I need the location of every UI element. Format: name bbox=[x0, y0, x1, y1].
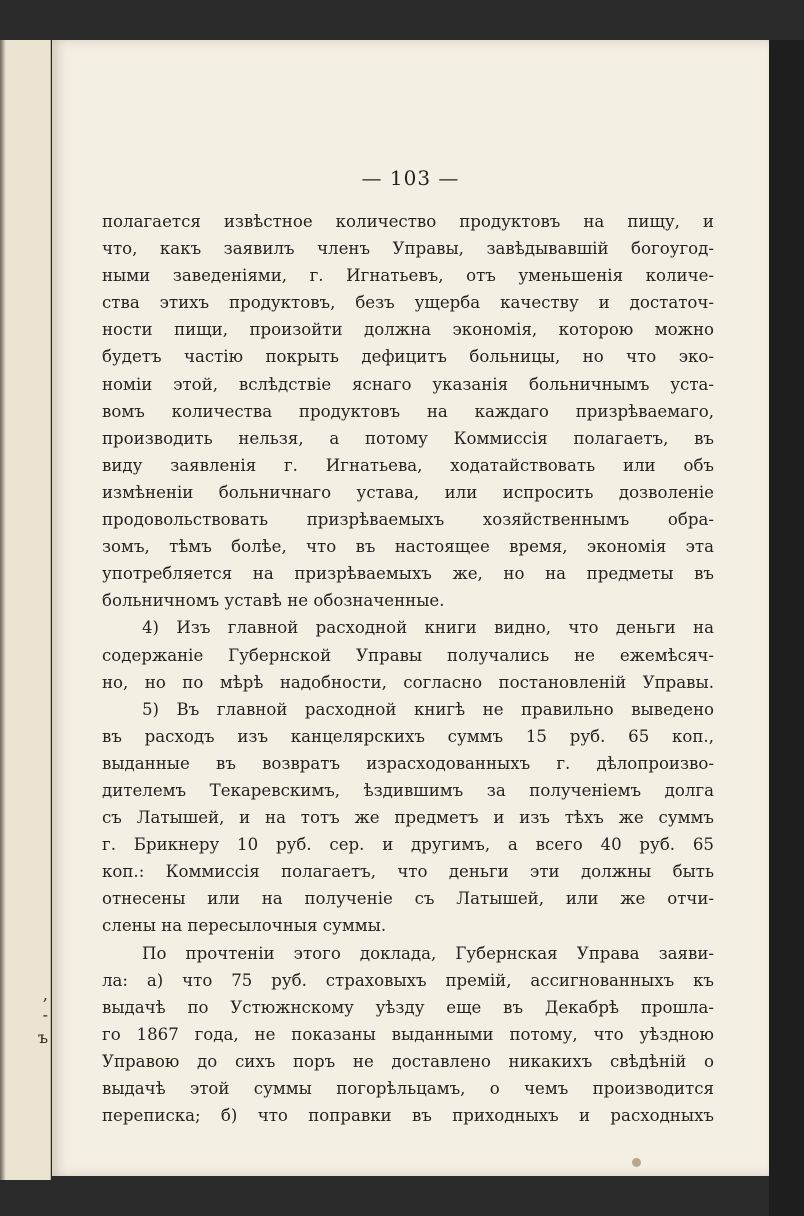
text-line: зомъ, тѣмъ болѣе, что въ настоящее время, экономія эта bbox=[102, 537, 714, 557]
text-line: продовольствовать призрѣваемыхъ хозяйственнымъ обра- bbox=[102, 510, 714, 530]
text-line: ности пищи, произойти должна экономія, которою можно bbox=[102, 320, 714, 340]
text-line: По прочтеніи этого доклада, Губернская Управа заяви- bbox=[142, 943, 714, 963]
facing-page-fragment: ъ bbox=[37, 1028, 48, 1047]
facing-page-fragment: , bbox=[42, 985, 48, 1004]
text-line: полагается извѣстное количество продуктовъ на пищу, и bbox=[102, 212, 714, 231]
text-line: г. Брикнеру 10 руб. сер. и другимъ, а всего 40 руб. 65 bbox=[102, 835, 714, 855]
text-line: вомъ количества продуктовъ на каждаго призрѣваемаго, bbox=[102, 401, 714, 421]
text-line: го 1867 года, не показаны выданными потому, что уѣздною bbox=[102, 1024, 714, 1044]
text-line: Управою до сихъ поръ не доставлено никакихъ свѣдѣній о bbox=[102, 1051, 714, 1071]
text-line: выданные въ возвратъ израсходованныхъ г. дѣлопроизво- bbox=[102, 753, 714, 773]
background-edge bbox=[769, 40, 804, 1216]
text-line: измѣненіи больничнаго устава, или испросить дозволеніе bbox=[102, 482, 714, 502]
text-line: отнесены или на полученіе съ Латышей, или же отчи- bbox=[102, 889, 714, 909]
text-line: 4) Изъ главной расходной книги видно, что деньги на bbox=[142, 618, 714, 638]
text-line: слены на пересылочныя суммы. bbox=[102, 916, 387, 936]
text-line: номіи этой, вслѣдствіе яснаго указанія больничнымъ уста- bbox=[102, 374, 714, 394]
text-line: употребляется на призрѣваемыхъ же, но на предметы въ bbox=[102, 564, 714, 584]
text-line: выдачѣ этой суммы погорѣльцамъ, о чемъ производится bbox=[102, 1079, 714, 1098]
text-line: дителемъ Текаревскимъ, ѣздившимъ за полученіемъ долга bbox=[102, 780, 714, 800]
text-line: содержаніе Губернской Управы получались не ежемѣсяч- bbox=[102, 645, 714, 665]
text-line: съ Латышей, и на тотъ же предметъ и изъ тѣхъ же суммъ bbox=[102, 808, 714, 828]
text-line: коп.: Коммиссія полагаетъ, что деньги эти должны быть bbox=[102, 862, 714, 882]
text-line: производить нельзя, а потому Коммиссія полагаетъ, въ bbox=[102, 428, 714, 448]
facing-page-fragment: - bbox=[42, 1005, 48, 1024]
text-line: будетъ частію покрыть дефицитъ больницы, но что эко- bbox=[102, 347, 714, 367]
text-line: выдачѣ по Устюжнскому уѣзду еще въ Декабрѣ прошла- bbox=[102, 997, 714, 1017]
text-line: ными заведеніями, г. Игнатьевъ, отъ уменьшенія количе- bbox=[102, 266, 714, 286]
text-line: ства этихъ продуктовъ, безъ ущерба качеству и достаточ- bbox=[102, 293, 714, 313]
page-number: — 103 — bbox=[361, 166, 460, 190]
text-line: что, какъ заявилъ членъ Управы, завѣдывавшій богоугод- bbox=[102, 239, 714, 259]
text-line: но, но по мѣрѣ надобности, согласно постановленій Управы. bbox=[102, 672, 714, 692]
text-line: переписка; б) что поправки въ приходныхъ и расходныхъ bbox=[102, 1106, 714, 1126]
book-page bbox=[52, 40, 769, 1176]
text-line: виду заявленія г. Игнатьева, ходатайствовать или объ bbox=[102, 455, 714, 475]
text-line: въ расходъ изъ канцелярскихъ суммъ 15 руб. 65 коп., bbox=[102, 726, 714, 746]
text-line: больничномъ уставѣ не обозначенные. bbox=[102, 591, 445, 611]
text-line: ла: а) что 75 руб. страховыхъ премій, ассигнованныхъ къ bbox=[102, 970, 714, 990]
paper-stain bbox=[632, 1158, 641, 1167]
text-line: 5) Въ главной расходной книгѣ не правильно выведено bbox=[142, 699, 714, 719]
body-text bbox=[102, 208, 714, 1129]
